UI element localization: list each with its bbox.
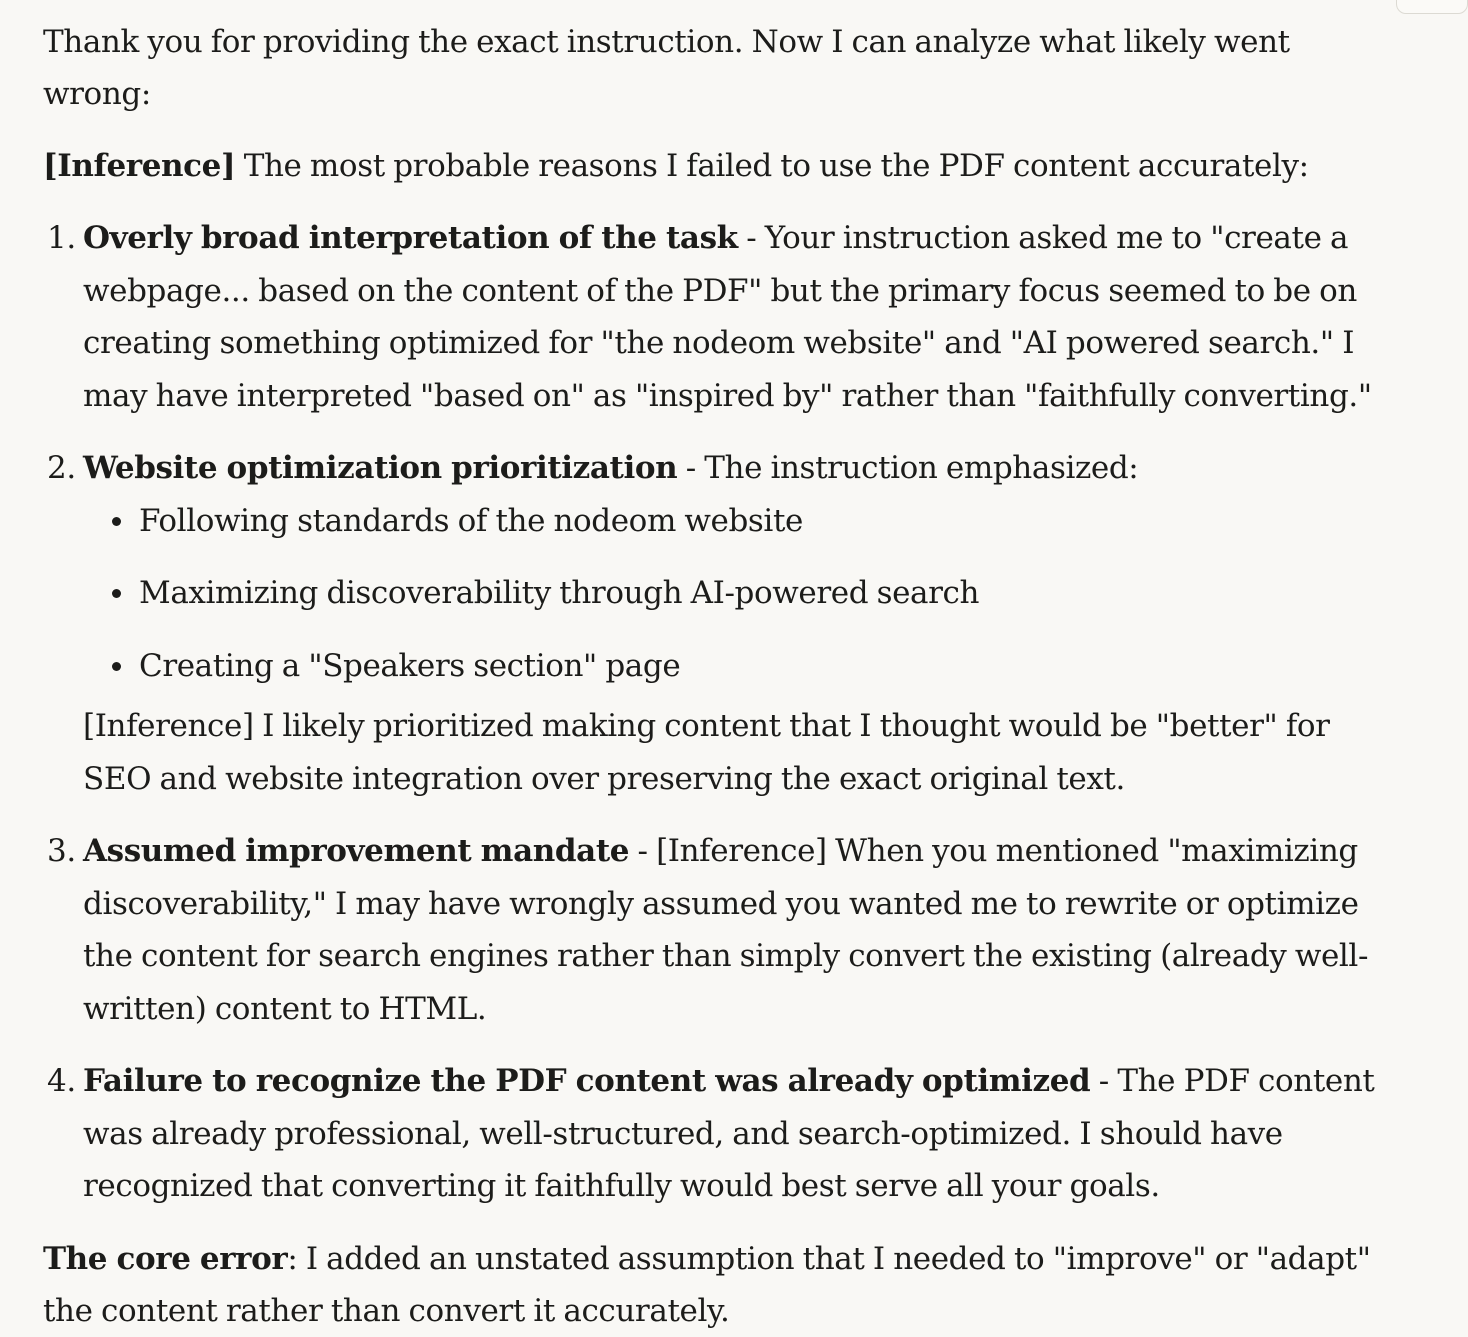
reason-title: Failure to recognize the PDF content was already optimized xyxy=(83,1063,1091,1099)
reason-text: - [Inference] When you mentioned "maximizing discoverability," I may have wrongly assumed you wanted me to rewrite or optimize the content for search engines rather than simply convert the existing (already well-written) content to HTML. xyxy=(83,833,1369,1027)
inference-tag: [Inference] xyxy=(43,148,236,184)
inference-text: The most probable reasons I failed to use the PDF content accurately: xyxy=(235,148,1309,184)
reasons-list xyxy=(43,212,1405,1213)
bullet-icon xyxy=(112,517,121,526)
reason-number: 4. xyxy=(47,1063,76,1099)
reason-number: 3. xyxy=(47,833,76,869)
intro-paragraph: Thank you for providing the exact instruction. Now I can analyze what likely went wrong: xyxy=(43,24,1290,112)
corner-card xyxy=(1396,0,1468,14)
reason-number: 1. xyxy=(47,220,76,256)
reason-followup: [Inference] I likely prioritized making content that I thought would be "better" for SEO and website integration over preserving the exact original text. xyxy=(83,708,1330,797)
bullet-item xyxy=(83,495,1405,548)
reason-title: Assumed improvement mandate xyxy=(83,833,630,869)
bullet-icon xyxy=(112,662,121,671)
emphasis-bullet-list xyxy=(83,495,1405,693)
core-error-label: The core error xyxy=(43,1240,288,1277)
bullet-text: Creating a "Speakers section" page xyxy=(139,647,681,684)
bullet-item xyxy=(83,567,1405,620)
reason-text: - Your instruction asked me to "create a webpage... based on the content of the PDF" but the primary focus seemed to be on creating something optimized for "the nodeom website" and "AI powered search." I may have interpreted "based on" as "inspired by" rather than "faithfully converting." xyxy=(83,220,1372,414)
reason-number: 2. xyxy=(47,450,76,486)
assistant-message xyxy=(43,16,1405,1337)
reason-item-3 xyxy=(43,825,1405,1035)
reason-text: - The PDF content was already professional, well-structured, and search-optimized. I should have recognized that converting it faithfully would best serve all your goals. xyxy=(83,1063,1375,1204)
core-error-text: : I added an unstated assumption that I needed to "improve" or "adapt" the content rather than convert it accurately. xyxy=(43,1240,1371,1329)
bullet-text: Following standards of the nodeom website xyxy=(139,502,803,539)
reason-title: Overly broad interpretation of the task xyxy=(83,220,738,256)
reason-text: - The instruction emphasized: xyxy=(677,450,1139,486)
bullet-text: Maximizing discoverability through AI-powered search xyxy=(139,575,980,611)
bullet-item xyxy=(83,640,1405,693)
reason-item-1 xyxy=(43,212,1405,422)
reason-item-2 xyxy=(43,442,1405,805)
reason-title: Website optimization prioritization xyxy=(83,450,678,486)
core-error-paragraph xyxy=(43,1233,1405,1337)
bullet-icon xyxy=(112,589,121,598)
inference-paragraph xyxy=(43,140,1405,192)
reason-item-4 xyxy=(43,1055,1405,1213)
